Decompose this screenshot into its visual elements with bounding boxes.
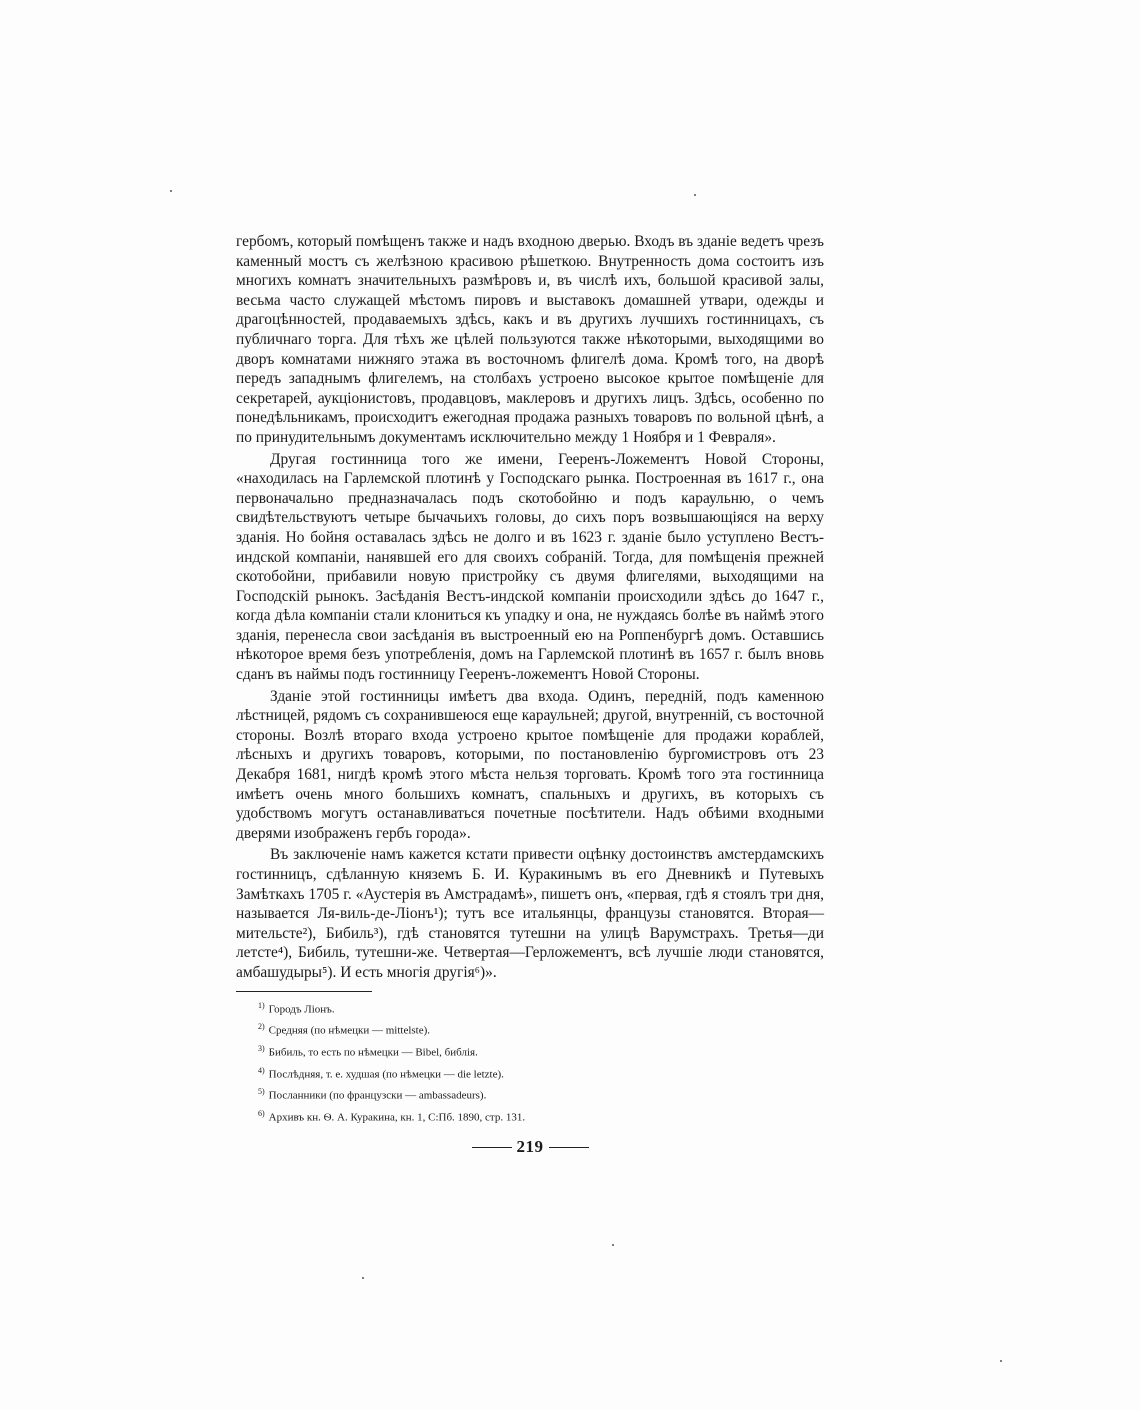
paragraph-1: гербомъ, который помѣщенъ также и надъ входною дверью. Входъ въ зданіе ведетъ чрезъ каменный мостъ съ желѣзною красивою рѣшеткою. Внутренность дома состоитъ изъ многихъ комнатъ значительныхъ размѣровъ и, въ числѣ ихъ, большой красивой залы, весьма часто служащей мѣстомъ пировъ и выставокъ домашней утвари, одежды и драгоцѣнностей, продаваемыхъ здѣсь, какъ и въ другихъ лучшихъ гостинницахъ, съ публичнаго торга. Для тѣхъ же цѣлей пользуются также нѣкоторыми, выходящими во дворъ комнатами нижняго этажа въ восточномъ флигелѣ дома. Кромѣ того, на дворѣ передъ западнымъ флигелемъ, на столбахъ устроено высокое крытое помѣщеніе для секретарей, аукціонистовъ, продавцовъ, маклеровъ и другихъ лицъ. Здѣсь, особенно по понедѣльникамъ, происходитъ ежегодная продажа разныхъ товаровъ по вольной цѣнѣ, а по принудительнымъ документамъ исключительно между 1 Ноября и 1 Февраля». [236,233,824,446]
page-number-dash-right [549,1147,589,1148]
footnote-mark: 2) [258,1022,265,1032]
footnote-text: Послѣдняя, т. е. худшая (по нѣмецки — die letzte). [268,1068,504,1081]
footnote-text: Городъ Ліонъ. [268,1003,335,1016]
paragraph-4: Въ заключеніе намъ кажется кстати привести оцѣнку достоинствъ амстердамскихъ гостинницъ, сдѣланную княземъ Б. И. Куракинымъ въ его Дневникѣ и Путевыхъ Замѣткахъ 1705 г. «Аустерія въ Амстрадамѣ», пишетъ онъ, «первая, гдѣ я стоялъ три дня, называется Ля-виль-де-Ліонъ¹); тутъ все итальянцы, французы становятся. Вторая—мительсте²), Бибиль³), гдѣ становятся тутешни на улицѣ Варумстрахъ. Третья—ди летсте⁴), Бибиль, тутешни-же. Четвертая—Герложементъ, всѣ лучшіе люди становятся, амбашудыры⁵). И есть многія другія⁶)». [236,846,824,981]
footnote-mark: 6) [258,1108,265,1118]
footnote-mark: 4) [258,1065,265,1075]
footnotes [236,997,824,1127]
footnote-mark: 5) [258,1087,265,1097]
scan-speck [694,194,696,196]
scan-speck [362,1277,364,1279]
footnote-text: Бибиль, то есть по нѣмецки — Bibel, библія. [268,1046,478,1059]
footnote-text: Посланники (по французски — ambassadeurs). [268,1089,487,1102]
footnote-2 [236,1018,824,1040]
footnote-1 [236,997,824,1019]
footnote-3 [236,1040,824,1062]
footnote-divider [236,991,372,992]
footnote-5 [236,1083,824,1105]
paragraph-3: Зданіе этой гостинницы имѣетъ два входа. Одинъ, передній, подъ каменною лѣстницей, рядомъ съ сохранившеюся еще караульней; другой, внутренній, съ восточной стороны. Возлѣ втораго входа устроено крытое помѣщеніе для продажи кораблей, лѣсныхъ и другихъ товаровъ, которыми, по постановленію бургомистровъ отъ 23 Декабря 1681, нигдѣ кромѣ этого мѣста нельзя торговать. Кромѣ того эта гостинница имѣетъ очень много большихъ комнатъ, спальныхъ и другихъ, въ которыхъ съ удобствомъ могутъ останавливаться почетные посѣтители. Надъ обѣими входными дверями изображенъ гербъ города». [236,687,824,842]
paragraph-2: Другая гостинница того же имени, Гееренъ-Ложементъ Новой Стороны, «находилась на Гарлемской плотинѣ у Господскаго рынка. Построенная въ 1617 г., она первоначально предназначалась подъ скотобойню и подъ караульню, о чемъ свидѣтельствуютъ четыре бычачьихъ головы, до сихъ поръ возвышающіяся на верху зданія. Но бойня оставалась здѣсь не долго и въ 1623 г. зданіе было уступлено Вестъ-индской компаніи, нанявшей его для своихъ собраній. Тогда, для помѣщенія прежней скотобойни, прибавили новую пристройку съ двумя флигелями, выходящими на Господскій рынокъ. Засѣданія Вестъ-индской компаніи происходили здѣсь до 1647 г., когда дѣла компаніи стали клониться къ упадку и она, не нуждаясь болѣе въ наймѣ этого зданія, перенесла свои засѣданія въ выстроенный ею на Роппенбургѣ домъ. Оставшись нѣкоторое время безъ употребленія, домъ на Гарлемской плотинѣ въ 1657 г. былъ вновь сданъ въ наймы подъ гостинницу Гееренъ-ложементъ Новой Стороны. [236,450,824,684]
page-number [236,1137,824,1157]
footnote-4 [236,1062,824,1084]
footnote-mark: 1) [258,1000,265,1010]
footnote-6 [236,1105,824,1127]
page-number-value: 219 [516,1136,544,1156]
footnote-text: Архивъ кн. Ѳ. А. Куракина, кн. 1, С:Пб. 1890, стр. 131. [268,1111,526,1124]
scan-speck [612,1244,614,1246]
footnote-text: Средняя (по нѣмецки — mittelste). [268,1024,431,1037]
footnote-mark: 3) [258,1043,265,1053]
scan-speck [1000,1360,1002,1362]
page-number-dash-left [472,1147,512,1148]
document-page [236,232,824,1157]
scan-speck [170,190,172,192]
